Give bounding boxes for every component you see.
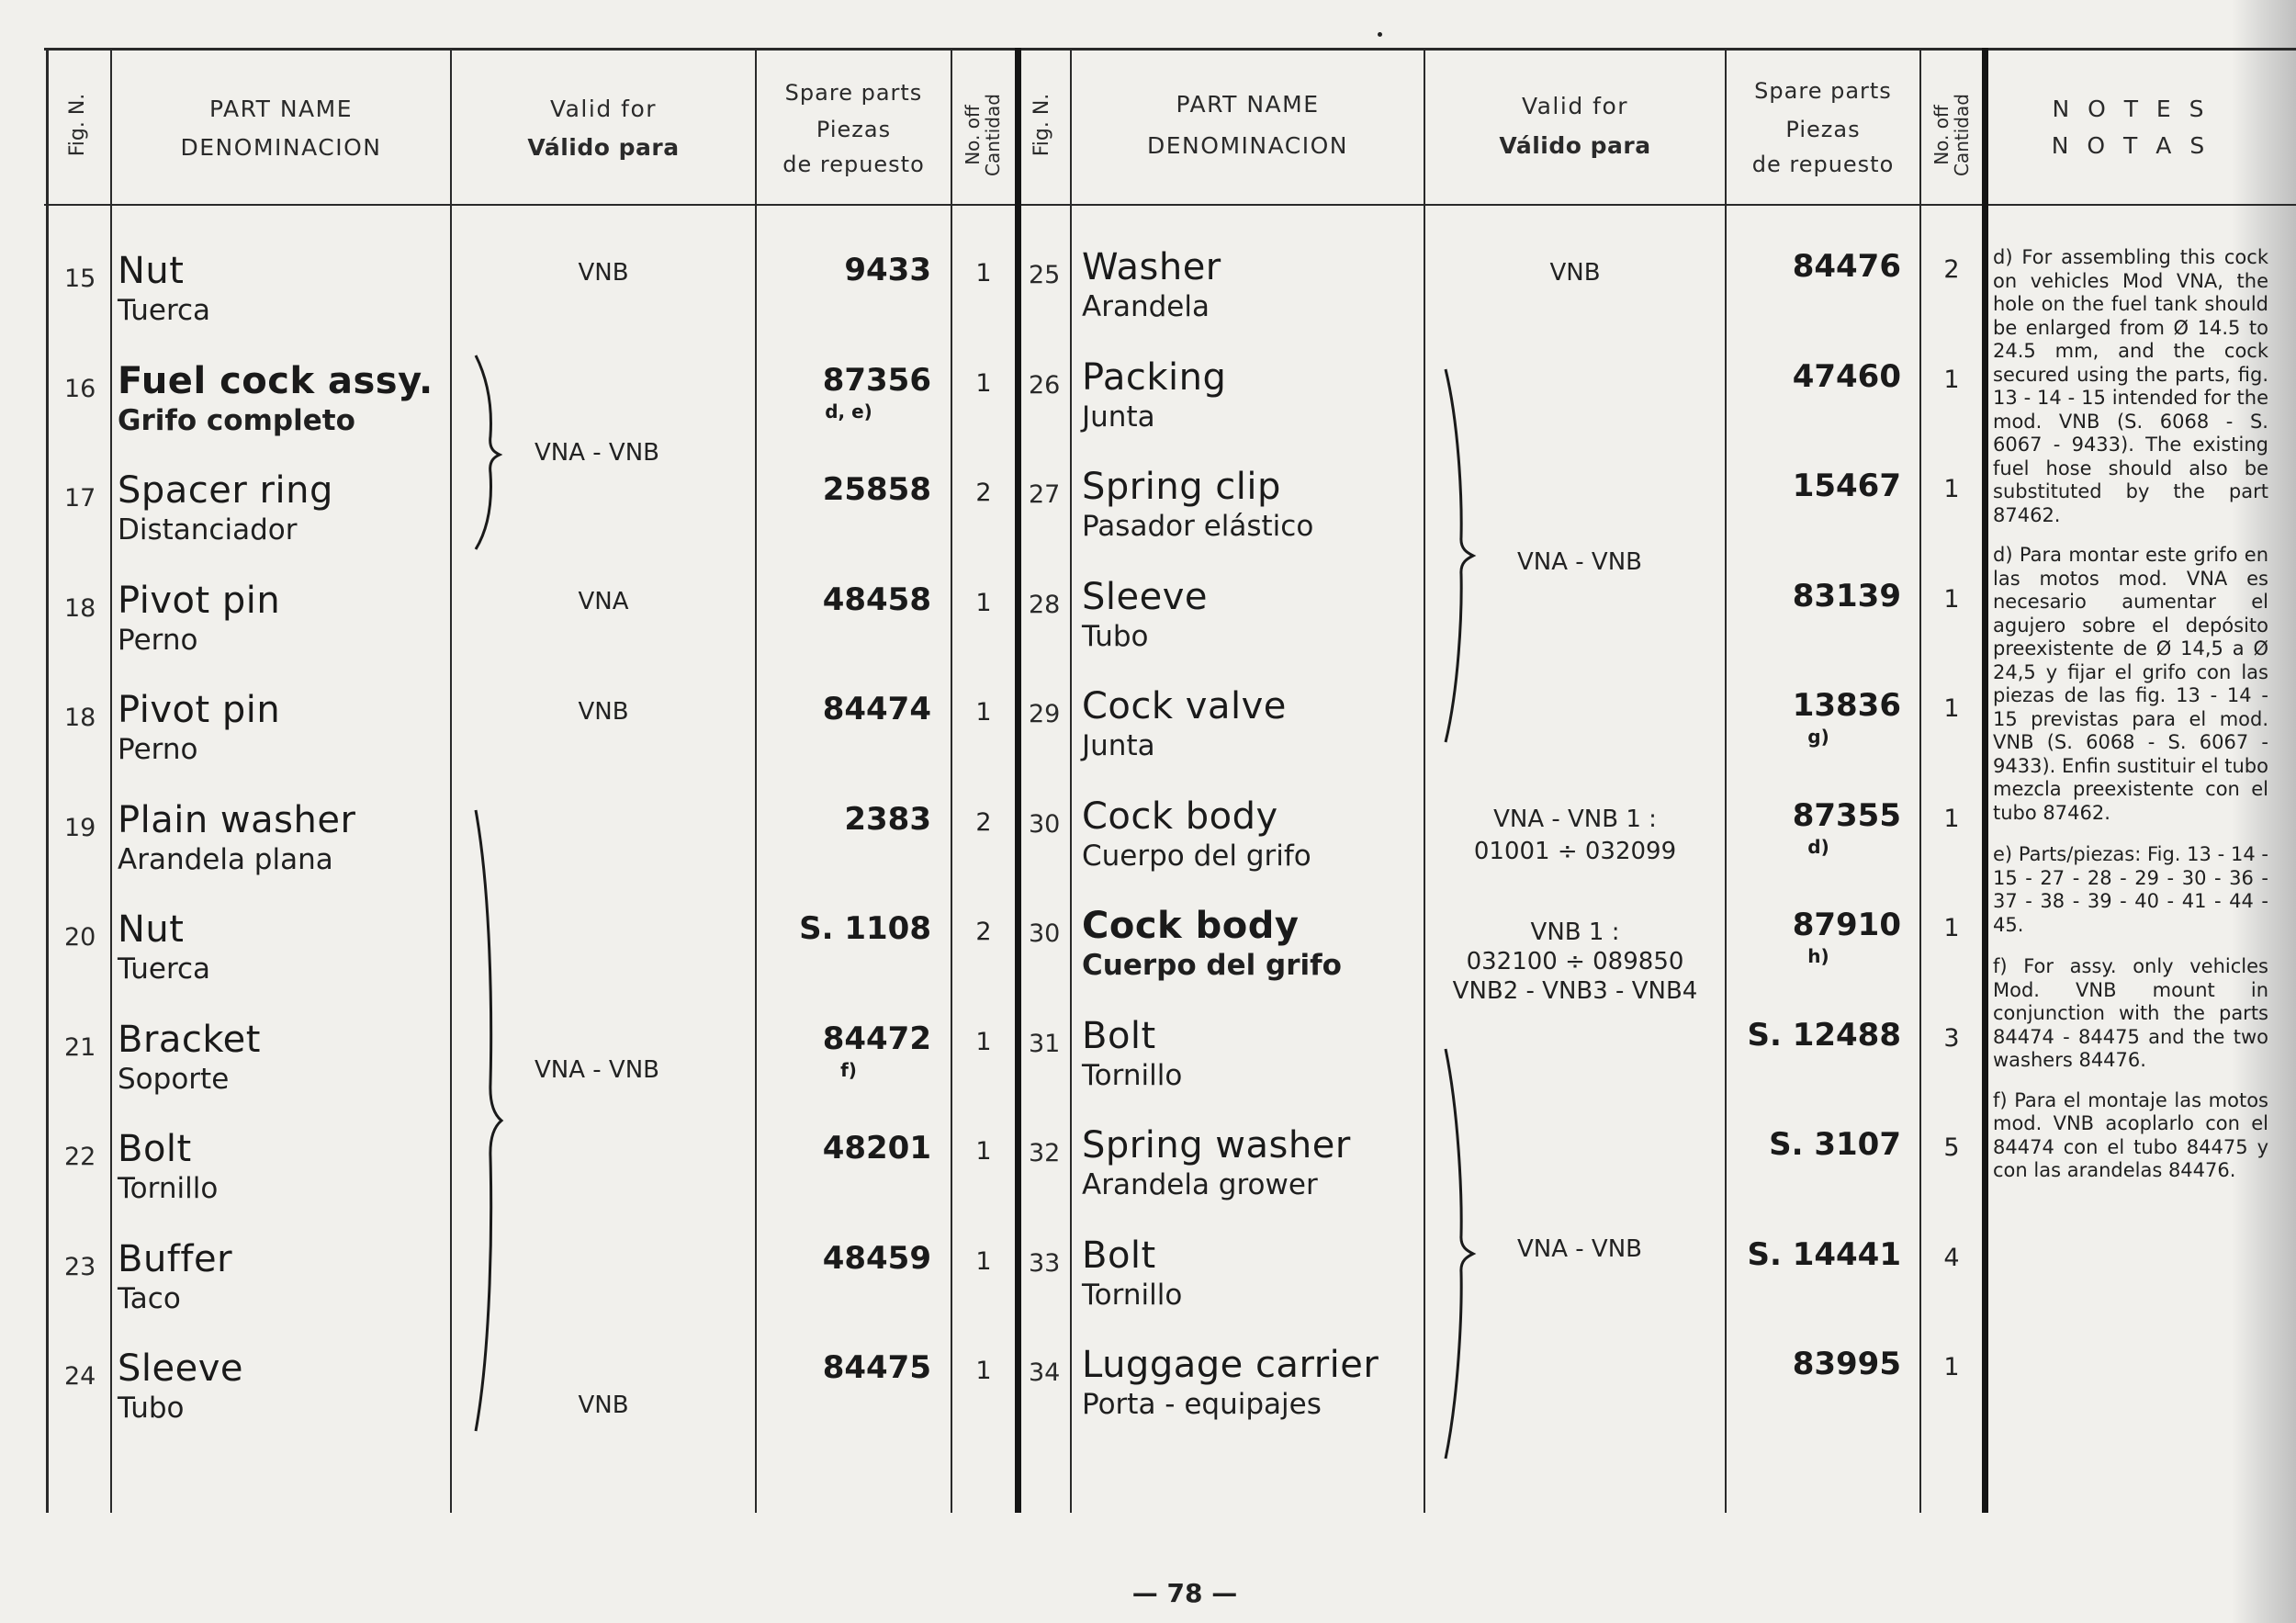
part-name-es: Cuerpo del grifo [1082,839,1311,873]
valid-for-value: VNA - VNB [1516,1235,1642,1263]
part-name-es: Soporte [118,1062,230,1096]
ink-dot [1378,32,1382,37]
spare-part-number: 47460 [1792,357,1901,395]
header-part-name: PART NAME [208,96,354,122]
fig-number: 24 [64,1362,96,1391]
table-top-border [44,48,2296,51]
fig-number: 21 [64,1032,96,1062]
header-valido-para: Válido para [527,134,680,161]
quantity: 1 [975,1357,992,1385]
part-name-en: Bracket [118,1018,261,1061]
spare-part-note: g) [1807,726,1829,748]
brace-group-16-17 [468,354,505,551]
part-name-es: Cuerpo del grifo [1082,949,1342,982]
spare-part-number: S. 3107 [1769,1126,1901,1163]
header-piezas: Piezas [816,117,892,142]
spare-part-note: f) [840,1058,857,1081]
spare-part-number: 84475 [822,1349,931,1386]
header-bottom-border [44,204,2296,206]
quantity: 1 [975,1246,992,1276]
spare-part-number: 84472 [822,1020,931,1057]
quantity: 1 [1943,584,1960,614]
part-name-en: Bolt [1082,1234,1156,1277]
spare-part-number: 13836 [1792,687,1901,724]
part-name-es: Perno [118,733,198,766]
quantity: 5 [1943,1133,1960,1162]
quantity: 1 [1943,475,1960,503]
part-name-en: Pivot pin [118,689,281,731]
quantity: 1 [975,368,992,398]
quantity: 1 [975,698,992,727]
valid-for-value: VNB [1549,259,1601,287]
header-de-repuesto: de repuesto [782,152,925,177]
quantity: 1 [1943,914,1960,942]
part-name-es: Tubo [118,1392,185,1425]
part-name-en: Plain washer [118,798,356,841]
header-spare-parts: Spare parts [1754,78,1892,104]
col-border [46,48,49,1513]
part-name-es: Arandela [1082,290,1210,323]
spare-part-note: d) [1807,835,1829,858]
part-name-es: Tornillo [1082,1058,1183,1092]
quantity: 1 [1943,1353,1960,1381]
valid-for-value: VNB2 - VNB3 - VNB4 [1452,977,1698,1005]
spare-part-number: 87910 [1792,907,1901,943]
fig-number: 17 [64,484,96,513]
page-number: — 78 — [1131,1578,1238,1608]
part-name-en: Luggage carrier [1082,1344,1379,1386]
brace-group-31-34 [1440,1047,1477,1460]
note-f-en: f) For assy. only vehicles Mod. VNB mount in conjunction with the parts 84474 - 84475 and the two washers 84476. [1993,955,2268,1071]
note-e: e) Parts/piezas: Fig. 13 - 14 - 15 - 27 - 28 - 29 - 30 - 36 - 37 - 38 - 39 - 40 - 41 - 44 - 45. [1993,843,2268,936]
part-name-es: Tornillo [1082,1278,1183,1312]
valid-for-value: VNB [578,698,629,726]
part-name-en: Buffer [118,1237,233,1280]
valid-for-value: VNB [578,1392,629,1419]
part-name-es: Pasador elástico [1082,510,1314,543]
part-name-en: Fuel cock assy. [118,359,433,402]
part-name-en: Packing [1082,355,1227,399]
part-name-en: Sleeve [1082,575,1209,618]
header-fig-n: Fig. N. [66,93,89,157]
quantity: 1 [975,1137,992,1166]
fig-number: 26 [1029,370,1061,400]
quantity: 1 [975,1027,992,1056]
fig-number: 30 [1029,919,1061,948]
fig-number: 20 [64,923,96,952]
part-name-en: Cock valve [1082,685,1287,727]
part-name-es: Tornillo [118,1172,219,1205]
quantity: 2 [1943,255,1960,284]
col-border [1070,48,1072,1513]
quantity: 2 [975,479,992,507]
spare-part-note: d, e) [825,400,872,423]
part-name-es: Distanciador [118,513,298,547]
part-name-en: Spacer ring [118,469,333,512]
spare-part-note: h) [1807,945,1829,967]
center-divider [1015,48,1021,1513]
quantity: 1 [975,588,992,617]
part-name-en: Cock body [1082,795,1278,838]
quantity: 2 [975,807,992,837]
quantity: 4 [1943,1243,1960,1272]
fig-number: 32 [1029,1139,1061,1167]
spare-part-number: 83139 [1792,577,1901,614]
fig-number: 25 [1029,261,1061,289]
valid-for-value: VNB [578,259,629,287]
fig-number: 30 [1029,809,1061,839]
header-valido-para: Válido para [1499,132,1651,159]
fig-number: 33 [1029,1248,1061,1278]
fig-number: 19 [64,813,96,842]
valid-for-value: VNA - VNB [534,1056,659,1084]
fig-number: 27 [1029,480,1061,509]
part-name-es: Junta [1082,729,1155,762]
part-name-es: Junta [1082,400,1155,434]
valid-for-value: VNA [578,588,629,615]
fig-number: 16 [64,374,96,403]
note-d-es: d) Para montar este grifo en las motos mod. VNA es necesario aumentar el agujero sobre el depósito preexistente de Ø 14,5 a Ø 24,5 y fijar el grifo con las piezas de las fig. 13 - 14 - 15 previstas para el mod. VNB (S. 6068 - S. 6067 - 9433). Enfin sustituir el tubo mezcla preexistente con el tubo 87462. [1993,544,2268,824]
note-f-es: f) Para el montaje las motos mod. VNB acoplarlo con el 84474 con el tubo 84475 y con las arandelas 84476. [1993,1088,2268,1181]
spare-part-number: 83995 [1792,1346,1901,1382]
valid-for-value: VNA - VNB [534,439,659,467]
header-valid-for: Valid for [1521,93,1629,119]
fig-number: 23 [64,1252,96,1281]
valid-for-value: VNB 1 : [1530,919,1620,946]
quantity: 1 [1943,804,1960,833]
quantity: 3 [1943,1023,1960,1053]
quantity: 1 [975,259,992,287]
spare-part-number: S. 12488 [1747,1016,1901,1054]
header-de-repuesto: de repuesto [1751,152,1895,177]
part-name-en: Nut [118,908,185,951]
header-valid-for: Valid for [549,96,658,122]
notes-divider [1982,48,1988,1513]
spare-part-number: 87355 [1792,796,1901,834]
fig-number: 31 [1029,1029,1061,1058]
header-qty: No. off Cantidad [1930,94,1973,176]
notes-column [1993,246,2268,1200]
part-name-es: Tuerca [118,294,211,327]
spare-part-number: 15467 [1792,468,1901,504]
fig-number: 15 [64,265,96,293]
part-name-es: Porta - equipajes [1082,1388,1322,1421]
spare-part-number: 87356 [822,361,931,399]
header-part-name: PART NAME [1176,91,1320,118]
part-name-es: Tuerca [118,952,211,986]
part-name-en: Bolt [118,1128,192,1170]
spare-part-number: S. 1108 [799,910,931,947]
spare-part-number: S. 14441 [1747,1235,1901,1273]
part-name-en: Nut [118,250,185,292]
valid-for-value: 032100 ÷ 089850 [1466,948,1684,975]
spare-part-number: 48458 [822,580,931,618]
spare-part-number: 9433 [844,252,931,288]
header-denominacion: DENOMINACION [180,134,382,161]
part-name-es: Arandela plana [118,842,333,876]
part-name-es: Arandela grower [1082,1168,1318,1201]
valid-for-value: 01001 ÷ 032099 [1473,838,1677,865]
part-name-es: Tubo [1082,619,1149,653]
part-name-es: Grifo completo [118,403,355,437]
header-fig-n: Fig. N. [1030,93,1053,157]
brace-group-19-23 [468,808,505,1433]
header-denominacion: DENOMINACION [1147,132,1348,159]
quantity: 1 [1943,365,1960,394]
part-name-en: Spring washer [1082,1124,1351,1167]
valid-for-value: VNA - VNB [1516,548,1642,576]
part-name-es: Taco [118,1281,181,1315]
fig-number: 18 [64,593,96,623]
note-d-en: d) For assembling this cock on vehicles Mod VNA, the hole on the fuel tank should be enlarged from Ø 14.5 to 24.5 mm, and the cock secured using the parts, fig. 13 - 14 - 15 intended for the mod. VNB (S. 6068 - S. 6067 - 9433). The existing fuel hose should also be substituted by the part 87462. [1993,246,2268,526]
part-name-en: Pivot pin [118,579,281,622]
fig-number: 28 [1029,590,1061,619]
spare-part-number: 48459 [822,1239,931,1277]
quantity: 1 [1943,694,1960,723]
spare-part-number: 48201 [822,1130,931,1167]
spare-part-number: 84474 [822,691,931,727]
part-name-es: Perno [118,623,198,657]
fig-number: 34 [1029,1358,1061,1387]
quantity: 2 [975,918,992,946]
header-piezas: Piezas [1785,117,1861,142]
header-notas: N O T A S [2051,132,2211,159]
spare-part-number: 84476 [1792,248,1901,285]
fig-number: 29 [1029,700,1061,728]
header-qty: No. off Cantidad [962,94,1004,176]
part-name-en: Bolt [1082,1014,1156,1057]
valid-for-value: VNA - VNB 1 : [1493,806,1657,833]
part-name-en: Washer [1082,246,1221,288]
part-name-en: Sleeve [118,1347,244,1390]
fig-number: 18 [64,704,96,732]
part-name-en: Cock body [1082,905,1300,947]
col-border [110,48,112,1513]
fig-number: 22 [64,1143,96,1171]
part-name-en: Spring clip [1082,466,1281,508]
brace-group-26-29 [1440,367,1477,744]
spare-part-number: 2383 [844,800,931,838]
spare-part-number: 25858 [822,471,931,508]
header-spare-parts: Spare parts [784,80,923,106]
header-notes: N O T E S [2052,96,2210,122]
